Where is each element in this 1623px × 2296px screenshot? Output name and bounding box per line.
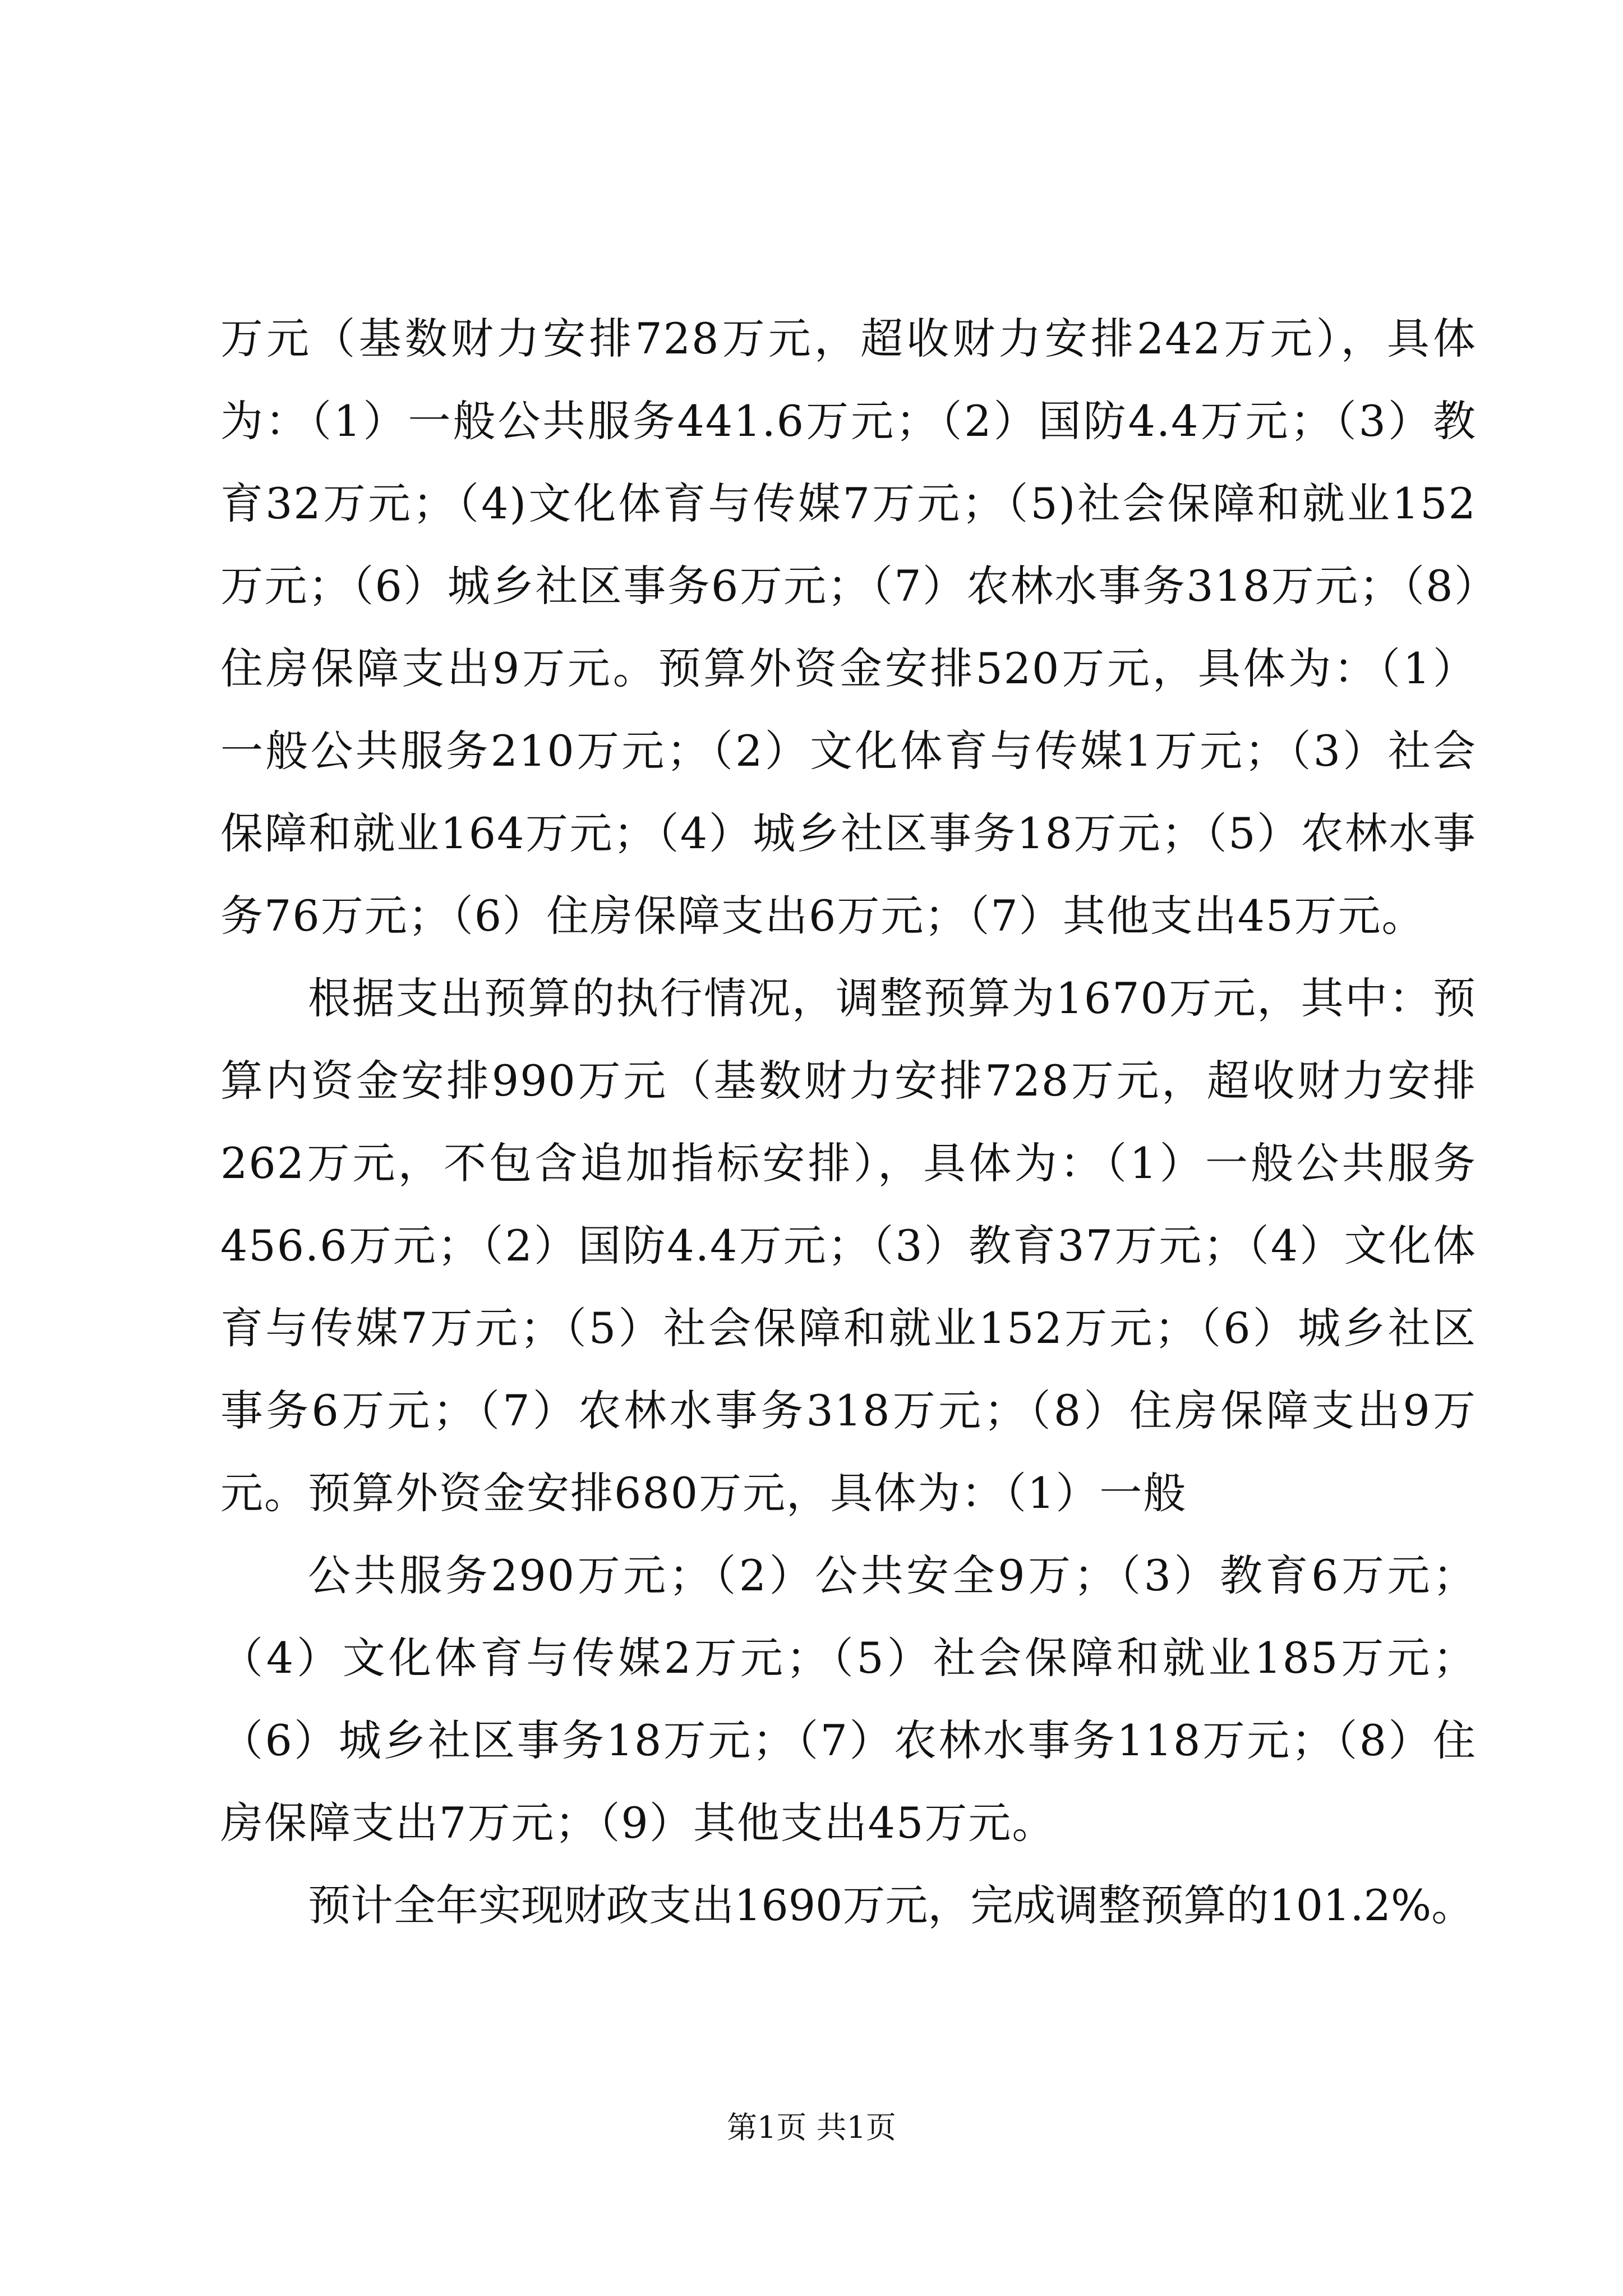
document-body [220,297,1477,1947]
paragraph-extra-budget-items: 公共服务290万元；（2）公共安全9万；（3）教育6万元；（4）文化体育与传媒2万元；（5）社会保障和就业185万元；（6）城乡社区事务18万元；（7）农林水事务118万元；（8）住房保障支出7万元；（9）其他支出45万元。 [220,1550,1477,1848]
paragraph-adjusted-budget: 根据支出预算的执行情况，调整预算为1670万元，其中：预算内资金安排990万元（基数财力安排728万元，超收财力安排262万元，不包含追加指标安排），具体为：（1）一般公共服务456.6万元；（2）国防4.4万元；（3）教育37万元；（4）文化体育与传媒7万元；（5）社会保障和就业152万元；（6）城乡社区事务6万元；（7）农林水事务318万元；（8）住房保障支出9万元。预算外资金安排680万元，具体为：（1）一般 [220,973,1477,1518]
paragraph-budget-allocation: 万元（基数财力安排728万元，超收财力安排242万元），具体为：（1）一般公共服务441.6万元；（2）国防4.4万元；（3）教育32万元；（4)文化体育与传媒7万元；（5)社会保障和就业152万元；（6）城乡社区事务6万元；（7）农林水事务318万元；（8）住房保障支出9万元。预算外资金安排520万元，具体为：（1）一般公共服务210万元；（2）文化体育与传媒1万元；（3）社会保障和就业164万元；（4）城乡社区事务18万元；（5）农林水事务76万元；（6）住房保障支出6万元；（7）其他支出45万元。 [220,314,1477,941]
paragraph-annual-forecast: 预计全年实现财政支出1690万元，完成调整预算的101.2%。 [308,1880,1474,1930]
page-number-footer: 第1页 共1页 [727,2110,896,2145]
